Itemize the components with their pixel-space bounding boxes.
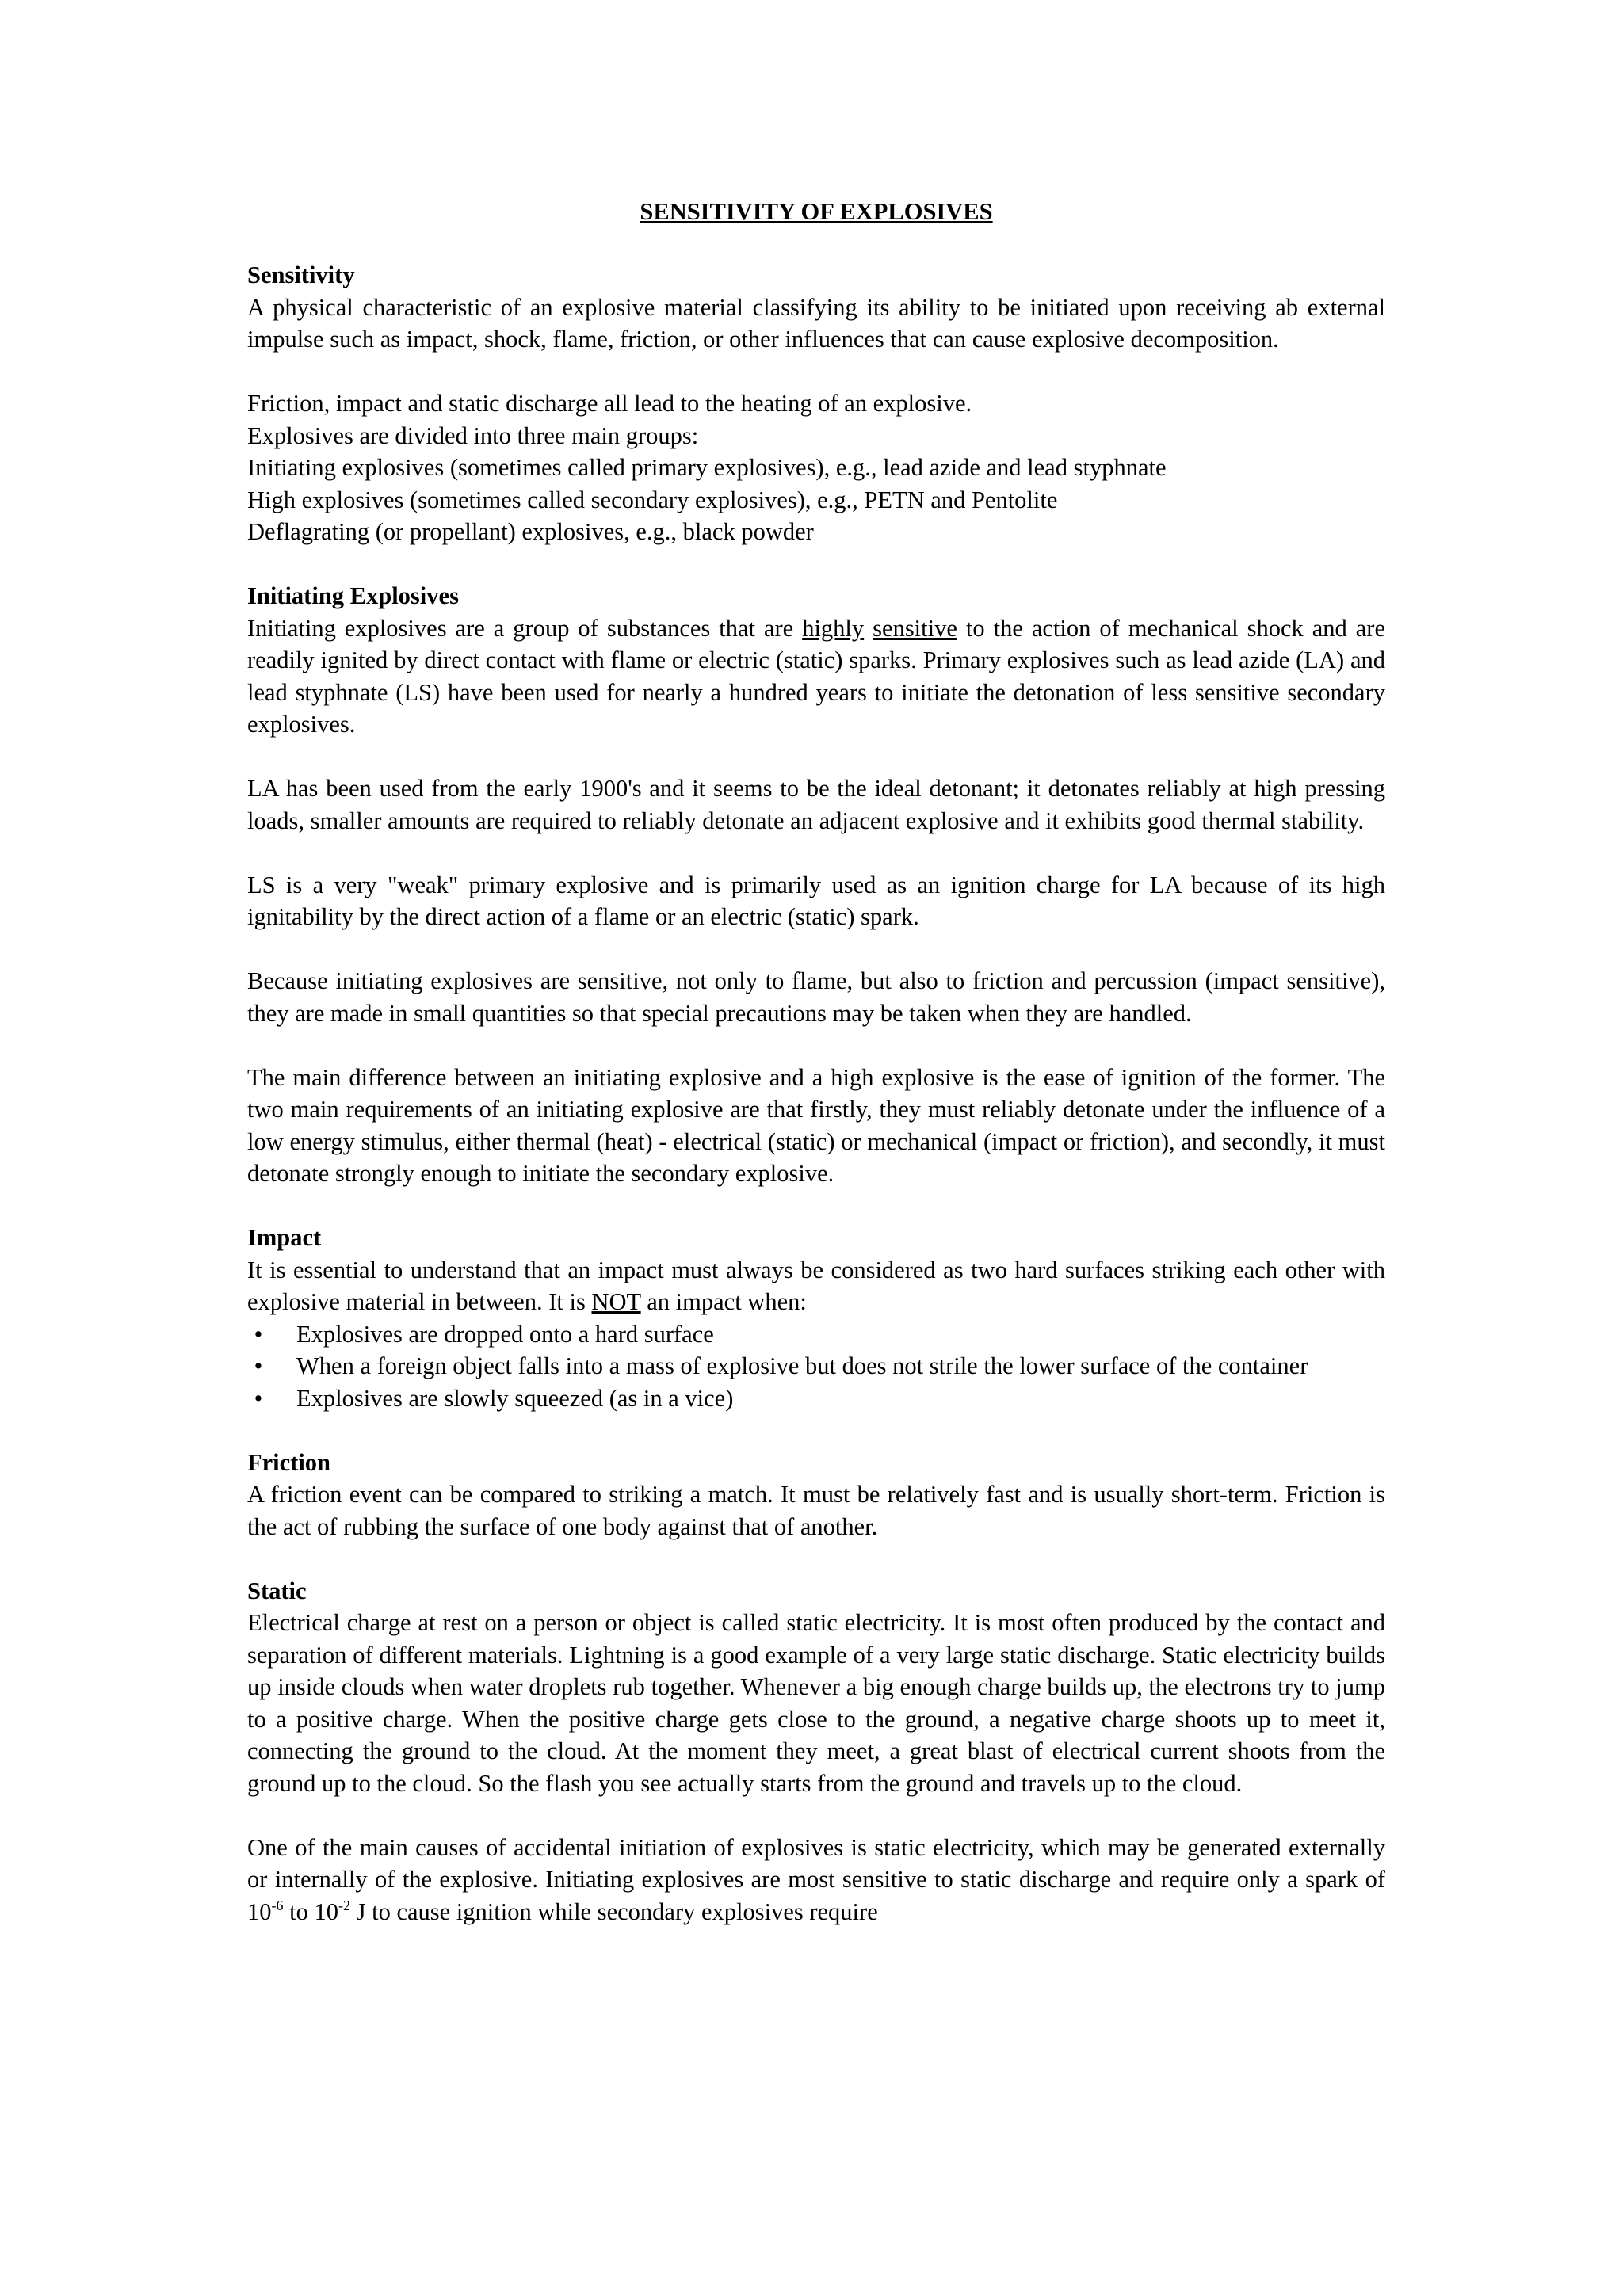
bullet-icon: •	[254, 1384, 263, 1412]
text-run: an impact when:	[640, 1288, 807, 1315]
initiating-paragraph-3: LS is a very "weak" primary explosive and is primarily used as an ignition charge for LA because of its high ignitability by the direct action of a flame or an electric (static) spark.	[247, 871, 1385, 930]
section-heading-initiating: Initiating Explosives	[247, 582, 459, 609]
initiating-paragraph-2-block	[247, 772, 1385, 837]
friction-paragraph: A friction event can be compared to striking a match. It must be relatively fast and is usually short-term. Friction is the act of rubbing the surface of one body against that of another.	[247, 1481, 1385, 1540]
impact-bullet-list	[247, 1318, 1385, 1415]
static-paragraph-2	[247, 1832, 1385, 1928]
text-run: One of the main causes of accidental initiation of explosives is static electricity, which may be generated externally or internally of the explosive. Initiating explosives are most sensitive to static discharge and require only a spark of 10	[247, 1833, 1385, 1925]
section-heading-sensitivity: Sensitivity	[247, 261, 355, 288]
underlined-word: NOT	[591, 1288, 641, 1315]
text-run	[864, 615, 873, 642]
initiating-paragraph-5-block	[247, 1062, 1385, 1190]
superscript: -2	[338, 1897, 350, 1913]
bullet-icon: •	[254, 1352, 263, 1379]
section-heading-static: Static	[247, 1577, 307, 1604]
list-item-text: Explosives are dropped onto a hard surface	[296, 1320, 714, 1348]
section-heading-friction: Friction	[247, 1448, 331, 1476]
list-item	[247, 1318, 1385, 1351]
bullet-icon: •	[254, 1320, 263, 1348]
initiating-paragraph-3-block	[247, 869, 1385, 933]
initiating-paragraph-4: Because initiating explosives are sensitive, not only to flame, but also to friction and percussion (impact sensitive), they are made in small quantities so that special precautions may be taken when they are handled.	[247, 967, 1385, 1027]
list-item-text: Explosives are slowly squeezed (as in a vice)	[296, 1384, 734, 1412]
groups-line: Initiating explosives (sometimes called primary explosives), e.g., lead azide and lead styphnate	[247, 454, 1167, 481]
section-friction	[247, 1447, 1385, 1543]
document-title: SENSITIVITY OF EXPLOSIVES	[640, 198, 993, 225]
initiating-paragraph-4-block	[247, 965, 1385, 1029]
sensitivity-definition: A physical characteristic of an explosive material classifying its ability to be initiated upon receiving ab external impulse such as impact, shock, flame, friction, or other influences that can cause explosive decomposition.	[247, 293, 1385, 353]
section-heading-impact: Impact	[247, 1224, 322, 1251]
list-item-text: When a foreign object falls into a mass of explosive but does not strile the lower surface of the container	[296, 1352, 1308, 1379]
section-initiating-explosives	[247, 580, 1385, 741]
static-paragraph-2-block	[247, 1832, 1385, 1928]
text-run: to 10	[283, 1897, 338, 1925]
initiating-paragraph-5: The main difference between an initiating explosive and a high explosive is the ease of ignition of the former. The two main requirements of an initiating explosive are that firstly, they must reliably detonate under the influence of a low energy stimulus, either thermal (heat) - electrical (static) or mechanical (impact or friction), and secondly, it must detonate strongly enough to initiate the secondary explosive.	[247, 1063, 1385, 1187]
document-body	[247, 196, 1385, 1960]
section-impact	[247, 1222, 1385, 1414]
underlined-word: highly	[802, 614, 865, 642]
superscript: -6	[271, 1897, 284, 1913]
underlined-word: sensitive	[873, 614, 957, 642]
text-run: It is essential to understand that an impact must always be considered as two hard surfaces striking each other with explosive material in between. It is	[247, 1256, 1385, 1315]
text-run: to the action of mechanical shock and are readily ignited by direct contact with flame or electric (static) sparks. Primary explosives such as lead azide (LA) and lead styphnate (LS) have been used for nearly a hundred years to initiate the detonation of less sensitive secondary explosives.	[247, 614, 1386, 738]
section-sensitivity	[247, 259, 1385, 356]
impact-paragraph	[247, 1254, 1385, 1318]
groups-line: High explosives (sometimes called secondary explosives), e.g., PETN and Pentolite	[247, 486, 1058, 513]
initiating-paragraph-1	[247, 612, 1385, 741]
groups-line: Explosives are divided into three main groups:	[247, 421, 699, 449]
text-run: Initiating explosives are a group of substances that are	[247, 614, 803, 642]
groups-line: Friction, impact and static discharge all lead to the heating of an explosive.	[247, 390, 972, 417]
section-explosive-groups	[247, 387, 1385, 548]
initiating-paragraph-2: LA has been used from the early 1900's and it seems to be the ideal detonant; it detonates reliably at high pressing loads, smaller amounts are required to reliably detonate an adjacent explosive and it exhibits good thermal stability.	[247, 775, 1385, 834]
groups-line: Deflagrating (or propellant) explosives, e.g., black powder	[247, 518, 814, 545]
list-item	[247, 1350, 1385, 1383]
text-run: J to cause ignition while secondary explosives require	[349, 1897, 878, 1925]
list-item	[247, 1383, 1385, 1415]
static-paragraph-1: Electrical charge at rest on a person or object is called static electricity. It is most often produced by the contact and separation of different materials. Lightning is a good example of a very large static discharge. Static electricity builds up inside clouds when water droplets rub together. Whenever a big enough charge builds up, the electrons try to jump to a positive charge. When the positive charge gets close to the ground, a negative charge shoots up to meet it, connecting the ground to the cloud. At the moment they meet, a great blast of electrical current shoots from the ground up to the cloud. So the flash you see actually starts from the ground and travels up to the cloud.	[247, 1609, 1385, 1797]
section-static	[247, 1575, 1385, 1800]
